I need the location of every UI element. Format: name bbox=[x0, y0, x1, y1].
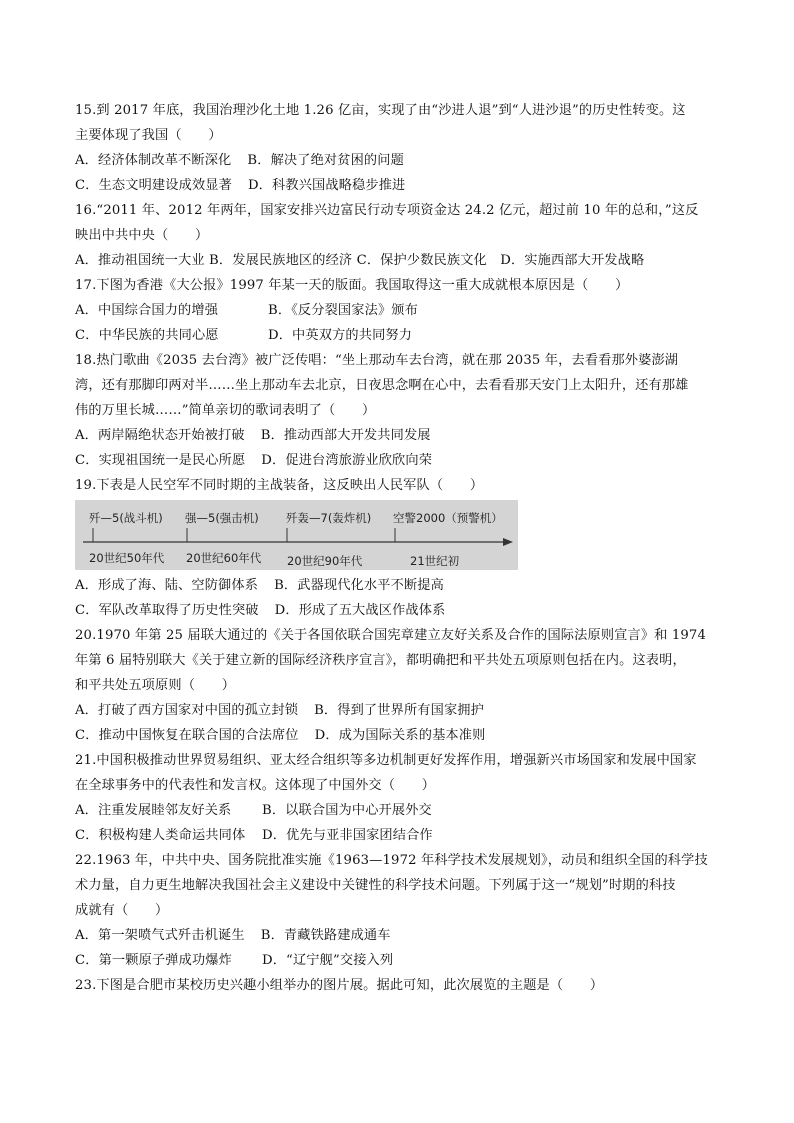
question-17-options-ab bbox=[75, 298, 725, 323]
timeline-arrow-icon bbox=[503, 538, 513, 546]
question-18-stem-end: 伟的万里长城……”简单亲切的歌词表明了（ ） bbox=[75, 403, 376, 418]
question-22-stem: 22.1963 年，中共中央、国务院批准实施《1963—1972 年科学技术发展规划》，动员和组织全国的科学技 bbox=[75, 853, 708, 868]
question-21-stem-cont: 在全球事务中的代表性和发言权。这体现了中国外交（ ） bbox=[75, 778, 436, 793]
question-17-stem: 17.下图为香港《大公报》1997 年某一天的版面。我国取得这一重大成就根本原因是（ ） bbox=[75, 278, 629, 293]
option-c: C．第一颗原子弹成功爆炸 bbox=[75, 953, 232, 968]
option-d: D．成为国际关系的基本准则 bbox=[314, 728, 486, 743]
question-16-stem-cont: 映出中共中央（ ） bbox=[75, 228, 209, 243]
question-21-options-cd bbox=[75, 823, 725, 848]
question-19-options-ab bbox=[75, 573, 725, 598]
option-c: C．积极构建人类命运共同体 bbox=[75, 828, 246, 843]
option-c: C．军队改革取得了历史性突破 bbox=[75, 603, 259, 618]
option-c: C．推动中国恢复在联合国的合法席位 bbox=[75, 728, 299, 743]
question-18-options-cd bbox=[75, 448, 725, 473]
question-22-options-cd bbox=[75, 948, 725, 973]
question-15-stem: 15.到 2017 年底，我国治理沙化土地 1.26 亿亩，实现了由“沙进人退”到“人进沙退”的历史性转变。这 bbox=[75, 103, 686, 118]
question-20-stem-cont: 年第 6 届特别联大《关于建立新的国际经济秩序宣言》，都明确把和平共处五项原则包括在内。这表明， bbox=[75, 653, 686, 668]
option-a: A．两岸隔绝状态开始被打破 bbox=[75, 428, 245, 443]
option-b: B．推动西部大开发共同发展 bbox=[260, 428, 431, 443]
timeline-label-q5: 强—5(强击机) bbox=[185, 511, 259, 525]
option-a: A．形成了海、陆、空防御体系 bbox=[75, 578, 259, 593]
option-d: D．优先与亚非国家团结合作 bbox=[262, 828, 433, 843]
option-c: C．生态文明建设成效显著 bbox=[75, 178, 232, 193]
option-d: D．促进台湾旅游业欣欣向荣 bbox=[261, 453, 433, 468]
option-d: D．科教兴国战略稳步推进 bbox=[247, 178, 406, 193]
question-21-options-ab bbox=[75, 798, 725, 823]
question-22-stem-cont: 术力量，自力更生地解决我国社会主义建设中关键性的科学技术问题。下列属于这一“规划”时期的科技 bbox=[75, 878, 676, 893]
question-20-stem-end: 和平共处五项原则（ ） bbox=[75, 678, 236, 693]
question-20-options-ab bbox=[75, 698, 725, 723]
option-b: B．以联合国为中心开展外交 bbox=[262, 803, 432, 818]
question-20-stem: 20.1970 年第 25 届联大通过的《关于各国依联合国宪章建立友好关系及合作的国际法原则宣言》和 1974 bbox=[75, 628, 707, 643]
option-a: A．第一架喷气式歼击机诞生 bbox=[75, 928, 245, 943]
option-c: C．中华民族的共同心愿 bbox=[75, 328, 219, 343]
option-a: A．注重发展睦邻友好关系 bbox=[75, 803, 232, 818]
question-18-stem-cont: 湾，还有那脚印两对半……坐上那动车去北京，日夜思念啊在心中，去看看那天安门上太阳升，还有那雄 bbox=[75, 378, 689, 393]
timeline-label-jh7: 歼轰—7(轰炸机) bbox=[286, 511, 372, 525]
option-b: B．《反分裂国家法》颁布 bbox=[268, 303, 418, 318]
timeline-period-1950s: 20世纪50年代 bbox=[89, 551, 165, 565]
question-15-stem-cont: 主要体现了我国（ ） bbox=[75, 128, 222, 143]
option-b: B．武器现代化水平不断提高 bbox=[274, 578, 444, 593]
question-21-stem: 21.中国积极推动世界贸易组织、亚太经合组织等多边机制更好发挥作用，增强新兴市场国家和发展中国家 bbox=[75, 753, 697, 768]
question-22-stem-end: 成就有（ ） bbox=[75, 903, 169, 918]
exam-page bbox=[75, 98, 725, 998]
option-d: D．中英双方的共同努力 bbox=[268, 328, 413, 343]
question-19-stem: 19.下表是人民空军不同时期的主战装备，这反映出人民军队（ ） bbox=[75, 478, 484, 493]
timeline-label-kj2000: 空警2000（预警机） bbox=[393, 511, 503, 525]
option-b: B．解决了绝对贫困的问题 bbox=[247, 153, 404, 168]
option-d: D．形成了五大战区作战体系 bbox=[274, 603, 446, 618]
question-15-options-ab bbox=[75, 148, 725, 173]
option-a: A．中国综合国力的增强 bbox=[75, 303, 219, 318]
question-17-options-cd bbox=[75, 323, 725, 348]
option-b: B．青藏铁路建成通车 bbox=[260, 928, 391, 943]
timeline-period-2000s: 21世纪初 bbox=[410, 554, 460, 568]
question-18-stem: 18.热门歌曲《2035 去台湾》被广泛传唱：“坐上那动车去台湾，就在那 2035 年，去看看那外婆澎湖 bbox=[75, 353, 679, 368]
option-a: A．经济体制改革不断深化 bbox=[75, 153, 232, 168]
question-18-options-ab bbox=[75, 423, 725, 448]
question-23-stem: 23.下图是合肥市某校历史兴趣小组举办的图片展。据此可知，此次展览的主题是（ ） bbox=[75, 978, 604, 993]
question-16-stem: 16.“2011 年、2012 年两年，国家安排兴边富民行动专项资金达 24.2 亿元，超过前 10 年的总和，”这反 bbox=[75, 203, 699, 218]
question-22-options-ab bbox=[75, 923, 725, 948]
timeline-label-j5: 歼—5(战斗机) bbox=[89, 511, 163, 525]
option-c: C．实现祖国统一是民心所愿 bbox=[75, 453, 246, 468]
timeline-period-1960s: 20世纪60年代 bbox=[186, 551, 262, 565]
timeline-period-1990s: 20世纪90年代 bbox=[287, 554, 363, 568]
question-15-options-cd bbox=[75, 173, 725, 198]
equipment-timeline-figure bbox=[75, 500, 518, 570]
option-a: A．打破了西方国家对中国的孤立封锁 bbox=[75, 703, 299, 718]
option-b: B．得到了世界所有国家拥护 bbox=[314, 703, 484, 718]
option-d: D．“辽宁舰”交接入列 bbox=[262, 953, 394, 968]
question-19-options-cd bbox=[75, 598, 725, 623]
question-20-options-cd bbox=[75, 723, 725, 748]
question-16-options: A．推动祖国统一大业 B．发展民族地区的经济 C．保护少数民族文化 D．实施西部大开发战略 bbox=[75, 253, 645, 268]
